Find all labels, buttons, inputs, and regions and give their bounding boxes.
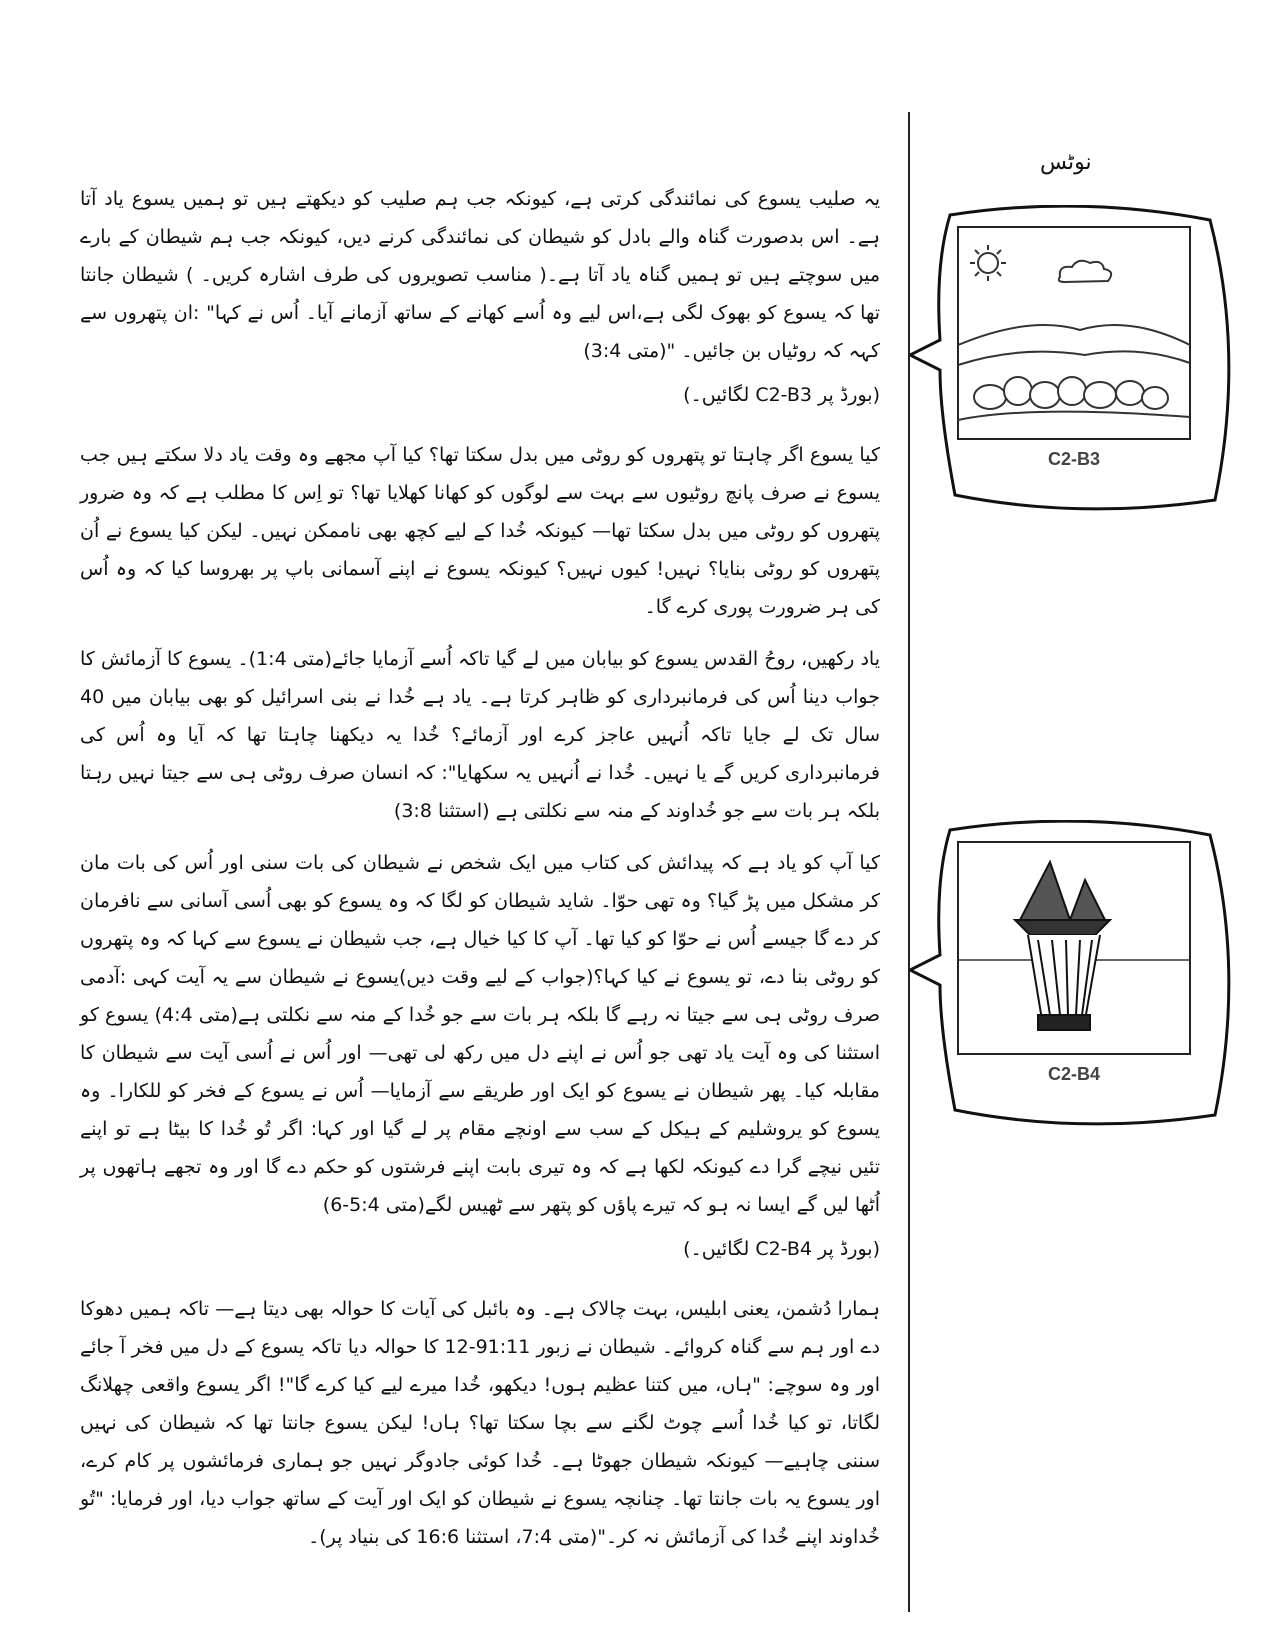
speech-bubble-shape	[910, 205, 1240, 515]
paragraph-5: ہمارا دُشمن، یعنی ابلیس، بہت چالاک ہے۔ وہ بائبل کی آیات کا حوالہ بھی دیتا ہے— تاکہ ہمیں دھوکا دے اور ہم سے گناہ کروائے۔ شیطان نے زبور 91:11-12 کا حوالہ دیا تاکہ یسوع کے دل میں فخر آ جائے اور وہ سوچے: "ہاں، میں کتنا عظیم ہوں! دیکھو، خُدا میرے لیے کیا کرے گا"! اگر یسوع واقعی چھلانگ لگاتا، تو کیا خُدا اُسے چوٹ لگنے سے بچا سکتا تھا؟ ہاں! لیکن یسوع جانتا تھا کہ شیطان کی نہیں سننی چاہیے— کیونکہ شیطان جھوٹا ہے۔ خُدا کوئی جادوگر نہیں جو ہماری فرمائشوں پر کام کرے، اور یسوع یہ بات جانتا تھا۔ چنانچہ یسوع نے شیطان کو ایک اور آیت کے ساتھ جواب دیا، اور فرمایا: "تُو خُداوند اپنے خُدا کی آزمائش نہ کر۔"(متی 7:4، استثنا 16:6 کی بنیاد پر)۔	[80, 1298, 880, 1548]
paragraph-2: کیا یسوع اگر چاہتا تو پتھروں کو روٹی میں بدل سکتا تھا؟ کیا آپ مجھے وہ وقت یاد دلا سکتے ہیں جب یسوع نے صرف پانچ روٹیوں سے بہت سے لوگوں کو کھانا کھلایا تھا؟ تو اِس کا مطلب ہے کہ وہ ضرور پتھروں کو روٹی میں بدل سکتا تھا— کیونکہ خُدا کے لیے کچھ بھی ناممکن نہیں۔ لیکن کیا یسوع نے اُن پتھروں کو روٹی بنایا؟ نہیں! کیوں نہیں؟ کیونکہ یسوع نے اپنے آسمانی باپ پر بھروسا کیا کہ وہ اُس کی ہر ضرورت پوری کرے گا۔	[80, 444, 880, 618]
main-text-column	[80, 180, 880, 1570]
paragraph-1: یہ صلیب یسوع کی نمائندگی کرتی ہے، کیونکہ جب ہم صلیب کو دیکھتے ہیں تو ہمیں یسوع یاد آتا ہے۔ اس بدصورت گناہ والے بادل کو شیطان کی نمائندگی کرنے دیں، کیونکہ جب ہم شیطان کے بارے میں سوچتے ہیں تو ہمیں گناہ یاد آتا ہے۔( مناسب تصویروں کی طرف اشارہ کریں۔ ) شیطان جانتا تھا کہ یسوع کو بھوک لگی ہے،اس لیے وہ اُسے کھانے کے ساتھ آزمانے آیا۔ اُس نے کہا" :ان پتھروں سے کہہ کہ روٹیاں بن جائیں۔ "(متی 3:4)	[80, 188, 880, 362]
board-instruction-c2-b4: (بورڈ پر C2-B4 لگائیں۔)	[683, 1238, 880, 1260]
notes-bubble-c2-b3	[910, 205, 1240, 515]
figure-caption: C2-B3	[1047, 449, 1101, 469]
speech-bubble-shape	[910, 820, 1240, 1130]
figure-caption: C2-B4	[1047, 1064, 1101, 1084]
notes-heading: نوٹس	[1040, 150, 1092, 175]
paragraph-4: کیا آپ کو یاد ہے کہ پیدائش کی کتاب میں ایک شخص نے شیطان کی بات سنی اور اُس کی بات مان کر مشکل میں پڑ گیا؟ وہ تھی حوّا۔ شاید شیطان کو لگا کہ وہ یسوع کو بھی اُسی آسانی سے نافرمان کر دے گا جیسے اُس نے حوّا کو کیا تھا۔ آپ کا کیا خیال ہے، جب شیطان نے یسوع سے کہا کہ وہ پتھروں کو روٹی بنا دے، تو یسوع نے کیا کہا؟(جواب کے لیے وقت دیں)یسوع نے شیطان سے یہ آیت کہی :آدمی صرف روٹی ہی سے جیتا نہ رہے گا بلکہ ہر بات سے جو خُدا کے منہ سے نکلتی ہے(متی 4:4) یسوع کو استثنا کی وہ آیت یاد تھی جو اُس نے اپنے دل میں رکھ لی تھی— اور اُس نے اُسی آیت سے شیطان کا مقابلہ کیا۔ پھر شیطان نے یسوع کو ایک اور طریقے سے آزمایا— اُس نے یسوع کے فخر کو للکارا۔ وہ یسوع کو یروشلیم کے ہیکل کے سب سے اونچے مقام پر لے گیا اور کہا: اگر تُو خُدا کا بیٹا ہے تو اپنے تئیں نیچے گرا دے کیونکہ لکھا ہے کہ وہ تیری بابت اپنے فرشتوں کو حکم دے گا اور وہ تجھے ہاتھوں پر اُٹھا لیں گے ایسا نہ ہو کہ تیرے پاؤں کو پتھر سے ٹھیس لگے(متی 5:4-6)	[80, 852, 880, 1216]
notes-bubble-c2-b4	[910, 820, 1240, 1130]
board-instruction-c2-b3: (بورڈ پر C2-B3 لگائیں۔)	[683, 384, 880, 406]
paragraph-3: یاد رکھیں، روحُ القدس یسوع کو بیابان میں لے گیا تاکہ اُسے آزمایا جائے(متی 1:4)۔ یسوع کا آزمائش کا جواب دینا اُس کی فرمانبرداری کو ظاہر کرتا ہے۔ یاد ہے خُدا نے بنی اسرائیل کو بھی بیابان میں 40 سال تک لے جایا تاکہ اُنہیں عاجز کرے اور آزمائے؟ خُدا یہ دیکھنا چاہتا تھا کہ آیا وہ اُس کی فرمانبرداری کریں گے یا نہیں۔ خُدا نے اُنہیں یہ سکھایا": کہ انسان صرف روٹی ہی سے جیتا نہیں رہتا بلکہ ہر بات سے جو خُداوند کے منہ سے نکلتی ہے (استثنا 3:8)	[80, 648, 880, 822]
